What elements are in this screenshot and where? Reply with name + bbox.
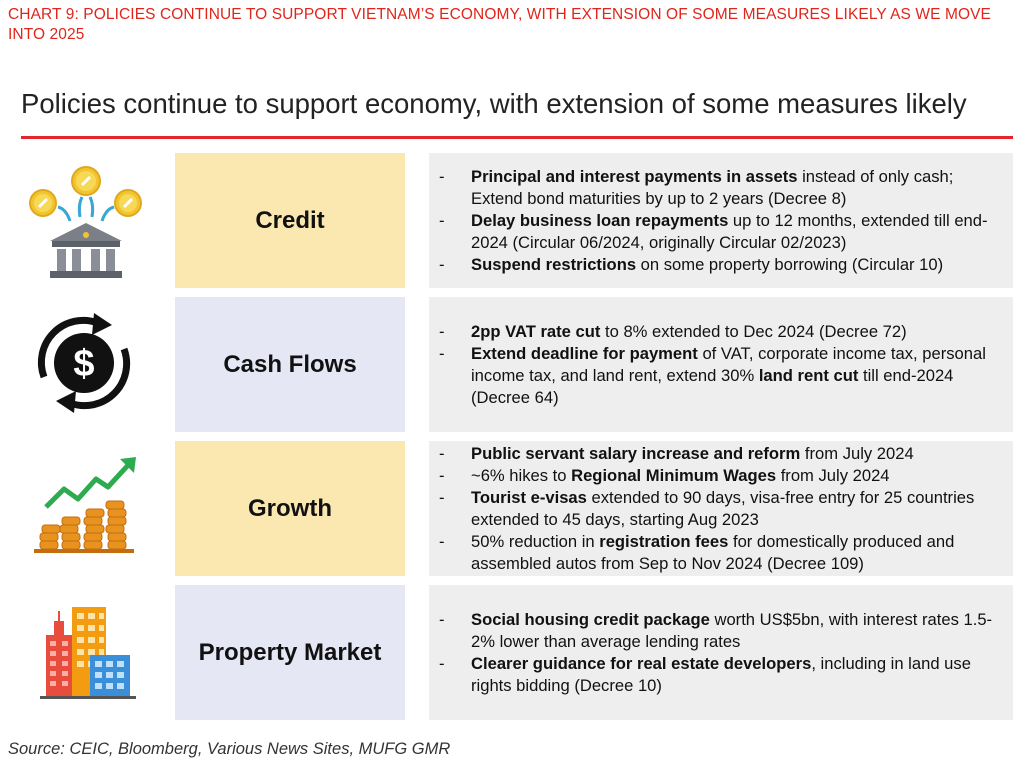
bullet-bold-text: land rent cut (758, 365, 859, 385)
bank-coins-icon (20, 153, 160, 287)
buildings-icon (20, 585, 160, 719)
bullet-bold-text: Clearer guidance for real estate developers (471, 653, 812, 673)
bullet-item (439, 166, 1005, 210)
bullet-plain-text: for domestically produced and assembled autos from Sep to Nov 2024 (Decree 109) (471, 531, 955, 573)
bullet-plain-text: , including in land use rights bidding (Decree 10) (471, 653, 971, 695)
bullet-plain-text: up to 12 months, extended till end-2024 (Circular 06/2024, originally Circular 02/2023) (471, 210, 988, 252)
bullet-item (439, 343, 1005, 409)
bullet-text (471, 443, 1005, 465)
bullet-bold-text: 2pp VAT rate cut (471, 321, 601, 341)
bullet-dash: - (439, 210, 445, 230)
bullet-plain-text: of VAT, corporate income tax, personal income tax, and land rent, extend 30% (471, 343, 986, 385)
bullet-bold-text: Tourist e-visas (471, 487, 587, 507)
bullet-text (471, 166, 1005, 210)
bullet-plain-text: to 8% extended to Dec 2024 (Decree 72) (600, 321, 907, 341)
bullet-dash: - (439, 321, 445, 341)
bullet-dash: - (439, 609, 445, 629)
description-cash-flows (429, 297, 1013, 432)
bullet-bold-text: Public servant salary increase and reform (471, 443, 801, 463)
bullet-item (439, 653, 1005, 697)
svg-text:$: $ (73, 343, 95, 385)
chart-title: CHART 9: POLICIES CONTINUE TO SUPPORT VIETNAM’S ECONOMY, WITH EXTENSION OF SOME MEASURES LIKELY AS WE MOVE INTO 2025 (8, 6, 991, 43)
bullet-plain-text: extended to 90 days, visa-free entry for 25 countries extended to 45 days, starting Aug 2023 (471, 487, 975, 529)
bullet-item (439, 321, 1005, 343)
bullet-dash: - (439, 443, 445, 463)
bullet-text (471, 653, 1005, 697)
bullet-text (471, 254, 1005, 276)
bullet-bold-text: Social housing credit package (471, 609, 710, 629)
description-credit (429, 153, 1013, 288)
bullet-text (471, 531, 1005, 575)
bullet-plain-text: on some property borrowing (Circular 10) (636, 254, 944, 274)
bullet-text (471, 210, 1005, 254)
bullet-dash: - (439, 254, 445, 274)
source-note: Source: CEIC, Bloomberg, Various News Sites, MUFG GMR (8, 740, 451, 758)
bullet-plain-text: from July 2024 (800, 443, 914, 463)
bullet-bold-text: Suspend restrictions (471, 254, 637, 274)
bullet-text (471, 487, 1005, 531)
bullet-plain-text: till end-2024 (Decree 64) (471, 365, 954, 407)
bullet-bold-text: Delay business loan repayments (471, 210, 729, 230)
bullet-item (439, 465, 1005, 487)
bullet-item (439, 487, 1005, 531)
bullet-text (471, 343, 1005, 409)
bullet-dash: - (439, 653, 445, 673)
growth-coins-icon (20, 441, 160, 575)
bullet-item (439, 254, 1005, 276)
category-credit: Credit (175, 153, 405, 288)
bullet-bold-text: Extend deadline for payment (471, 343, 698, 363)
bullet-plain-text: ~6% hikes to (471, 465, 572, 485)
bullet-text (471, 465, 1005, 487)
bullet-item (439, 609, 1005, 653)
bullet-dash: - (439, 343, 445, 363)
slide-title: Policies continue to support economy, with extension of some measures likely (21, 88, 967, 119)
bullet-item (439, 210, 1005, 254)
description-growth (429, 441, 1013, 576)
bullet-text (471, 609, 1005, 653)
bullet-dash: - (439, 531, 445, 551)
category-growth: Growth (175, 441, 405, 576)
description-property-market (429, 585, 1013, 720)
bullet-dash: - (439, 166, 445, 186)
bullet-text (471, 321, 1005, 343)
bullet-plain-text: worth US$5bn, with interest rates 1.5-2% lower than average lending rates (471, 609, 993, 651)
bullet-dash: - (439, 487, 445, 507)
title-divider (21, 136, 1013, 139)
bullet-plain-text: 50% reduction in (471, 531, 600, 551)
bullet-dash: - (439, 465, 445, 485)
category-cash-flows: Cash Flows (175, 297, 405, 432)
bullet-item (439, 443, 1005, 465)
bullet-plain-text: instead of only cash; Extend bond maturities by up to 2 years (Decree 8) (471, 166, 954, 208)
bullet-plain-text: from July 2024 (776, 465, 890, 485)
bullet-bold-text: Regional Minimum Wages (571, 465, 777, 485)
bullet-item (439, 531, 1005, 575)
bullet-bold-text: registration fees (599, 531, 729, 551)
category-property-market: Property Market (175, 585, 405, 720)
bullet-bold-text: Principal and interest payments in assets (471, 166, 798, 186)
dollar-cycle-icon (20, 297, 160, 431)
